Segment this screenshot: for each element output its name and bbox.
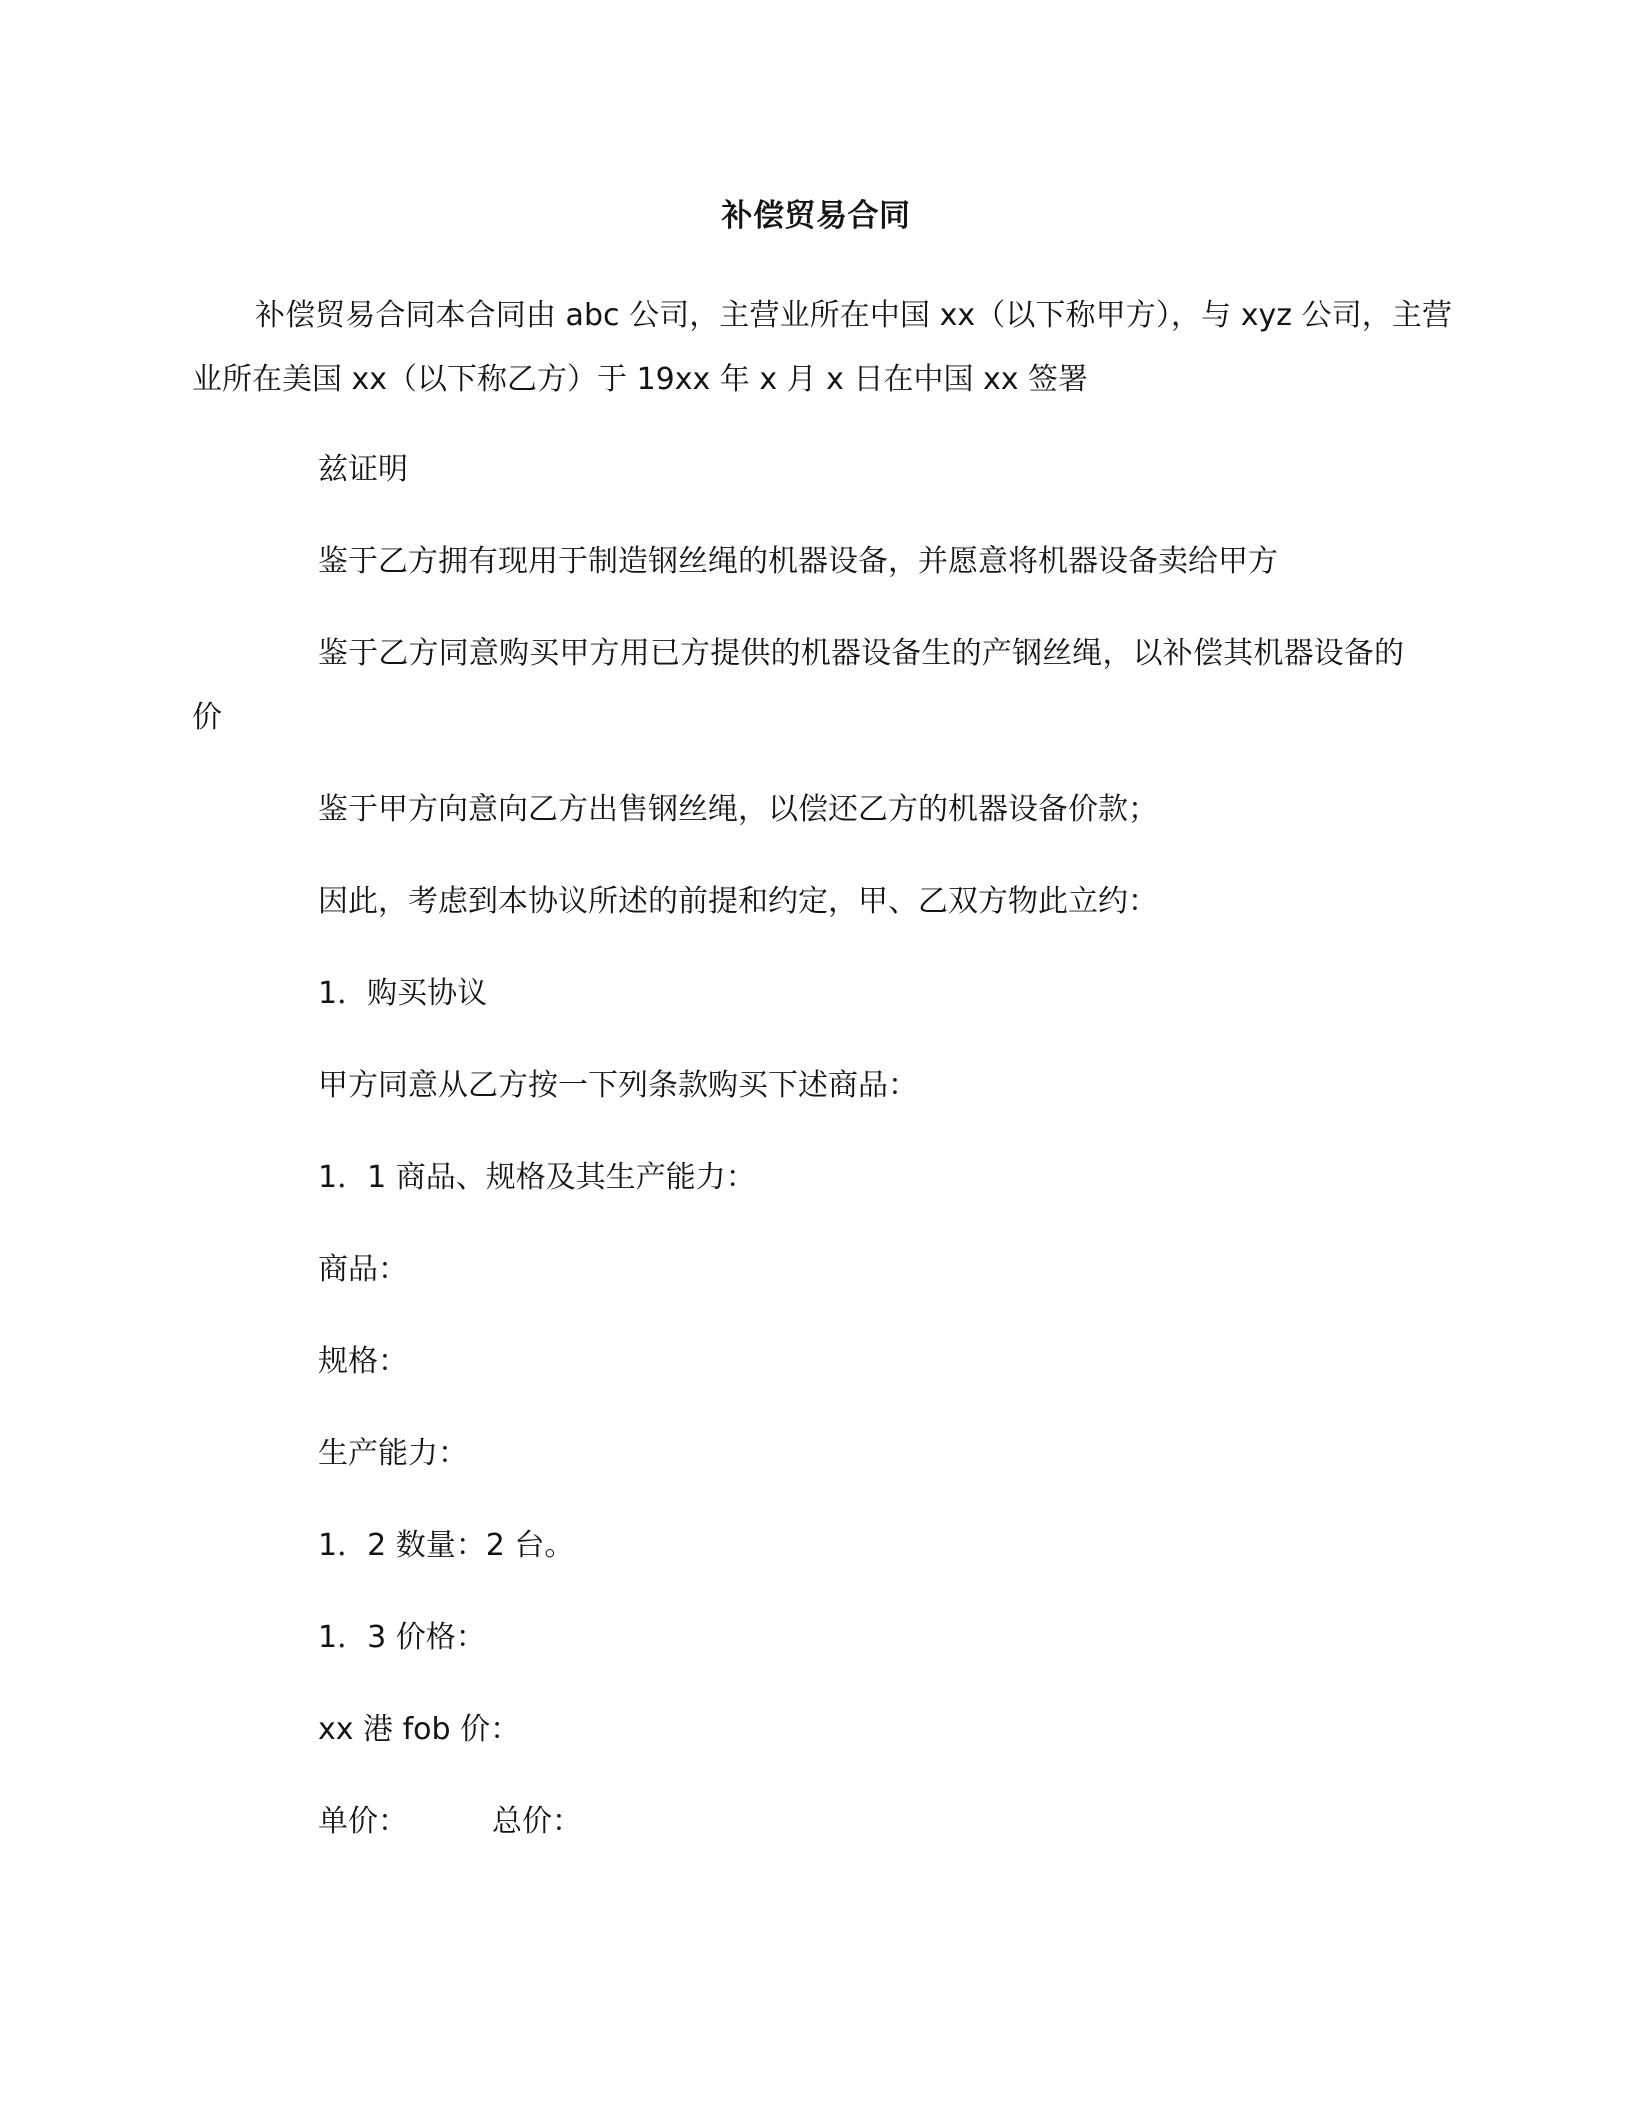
witness-line: 兹证明 [318, 452, 408, 487]
unit-price-label: 单价： [318, 1804, 408, 1839]
fob-price-label: xx 港 fob 价： [318, 1712, 521, 1747]
document-title: 补偿贸易合同 [721, 198, 911, 234]
clause-1-2: 1．2 数量：2 台。 [318, 1528, 575, 1563]
capacity-label: 生产能力： [318, 1436, 468, 1471]
section-1-text: 甲方同意从乙方按一下列条款购买下述商品： [318, 1068, 918, 1103]
goods-label: 商品： [318, 1252, 408, 1287]
intro-paragraph: 补偿贸易合同本合同由 abc 公司，主营业所在中国 xx（以下称甲方），与 xyz 公司，主营业所在美国 xx（以下称乙方）于 19xx 年 x 月 x 日在中国 xx 签署 [192, 298, 1452, 397]
spec-label: 规格： [318, 1344, 408, 1379]
whereas-paragraph-3: 鉴于甲方向意向乙方出售钢丝绳，以偿还乙方的机器设备价款； [318, 792, 1158, 827]
clause-1-3: 1．3 价格： [318, 1620, 486, 1655]
section-1-heading: 1．购买协议 [318, 976, 488, 1011]
price-row [318, 1798, 582, 1846]
whereas-paragraph-1: 鉴于乙方拥有现用于制造钢丝绳的机器设备，并愿意将机器设备卖给甲方 [318, 544, 1278, 579]
whereas-paragraph-2: 鉴于乙方同意购买甲方用已方提供的机器设备生的产钢丝绳，以补偿其机器设备的价 [192, 636, 1404, 735]
therefore-paragraph: 因此，考虑到本协议所述的前提和约定，甲、乙双方物此立约： [318, 884, 1158, 919]
total-price-label: 总价： [492, 1804, 582, 1839]
clause-1-1: 1．1 商品、规格及其生产能力： [318, 1160, 756, 1195]
